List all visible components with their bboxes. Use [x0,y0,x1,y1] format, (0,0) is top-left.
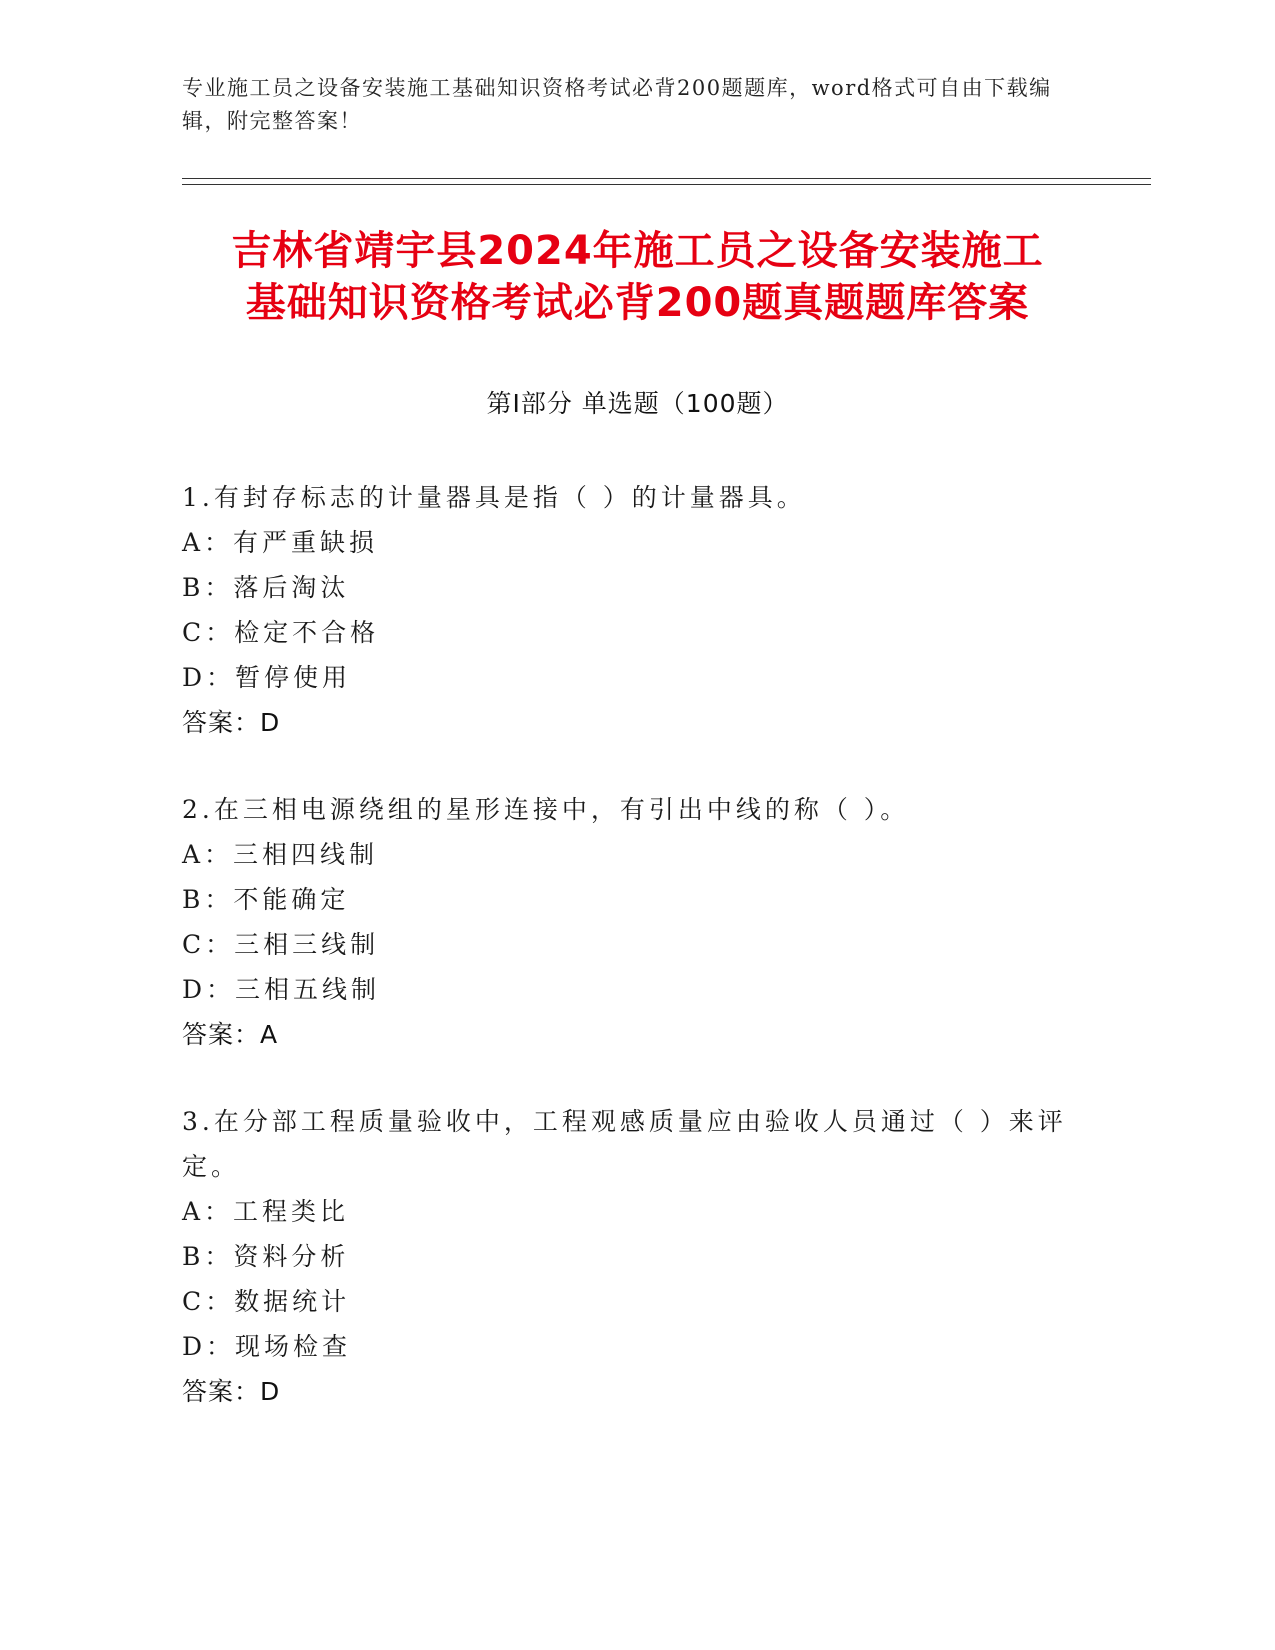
header-divider-top [182,178,1151,179]
option-b: B：落后淘汰 [182,573,350,602]
option-b: B：不能确定 [182,885,350,914]
answer: 答案：D [182,1377,281,1406]
document-title-line-1: 吉林省靖宇县2024年施工员之设备安装施工 [231,228,1044,274]
option-a: A：有严重缺损 [182,528,379,557]
header-note: 专业施工员之设备安装施工基础知识资格考试必背200题题库，word格式可自由下载编辑，附完整答案！ [182,76,1052,133]
question-stem: 2.在三相电源绕组的星形连接中，有引出中线的称（ ）。 [182,795,910,824]
option-d: D：现场检查 [182,1332,352,1361]
option-c: C：三相三线制 [182,930,380,959]
option-a: A：三相四线制 [182,840,379,869]
option-c: C：检定不合格 [182,618,380,647]
question-3 [182,1099,1082,1414]
answer: 答案：A [182,1020,279,1049]
option-a: A：工程类比 [182,1197,350,1226]
question-list [182,475,1082,1456]
answer: 答案：D [182,708,281,737]
option-d: D：暂停使用 [182,663,352,692]
header-divider-bottom [182,184,1151,185]
question-1 [182,475,1082,745]
option-c: C：数据统计 [182,1287,351,1316]
document-title [150,225,1125,329]
option-d: D：三相五线制 [182,975,381,1004]
section-title: 第Ⅰ部分 单选题（100题） [486,389,789,418]
option-b: B：资料分析 [182,1242,350,1271]
question-stem: 3.在分部工程质量验收中，工程观感质量应由验收人员通过（ ）来评定。 [182,1107,1067,1181]
question-2 [182,787,1082,1057]
question-stem: 1.有封存标志的计量器具是指（ ）的计量器具。 [182,483,806,512]
document-title-line-2: 基础知识资格考试必背200题真题题库答案 [245,280,1030,326]
